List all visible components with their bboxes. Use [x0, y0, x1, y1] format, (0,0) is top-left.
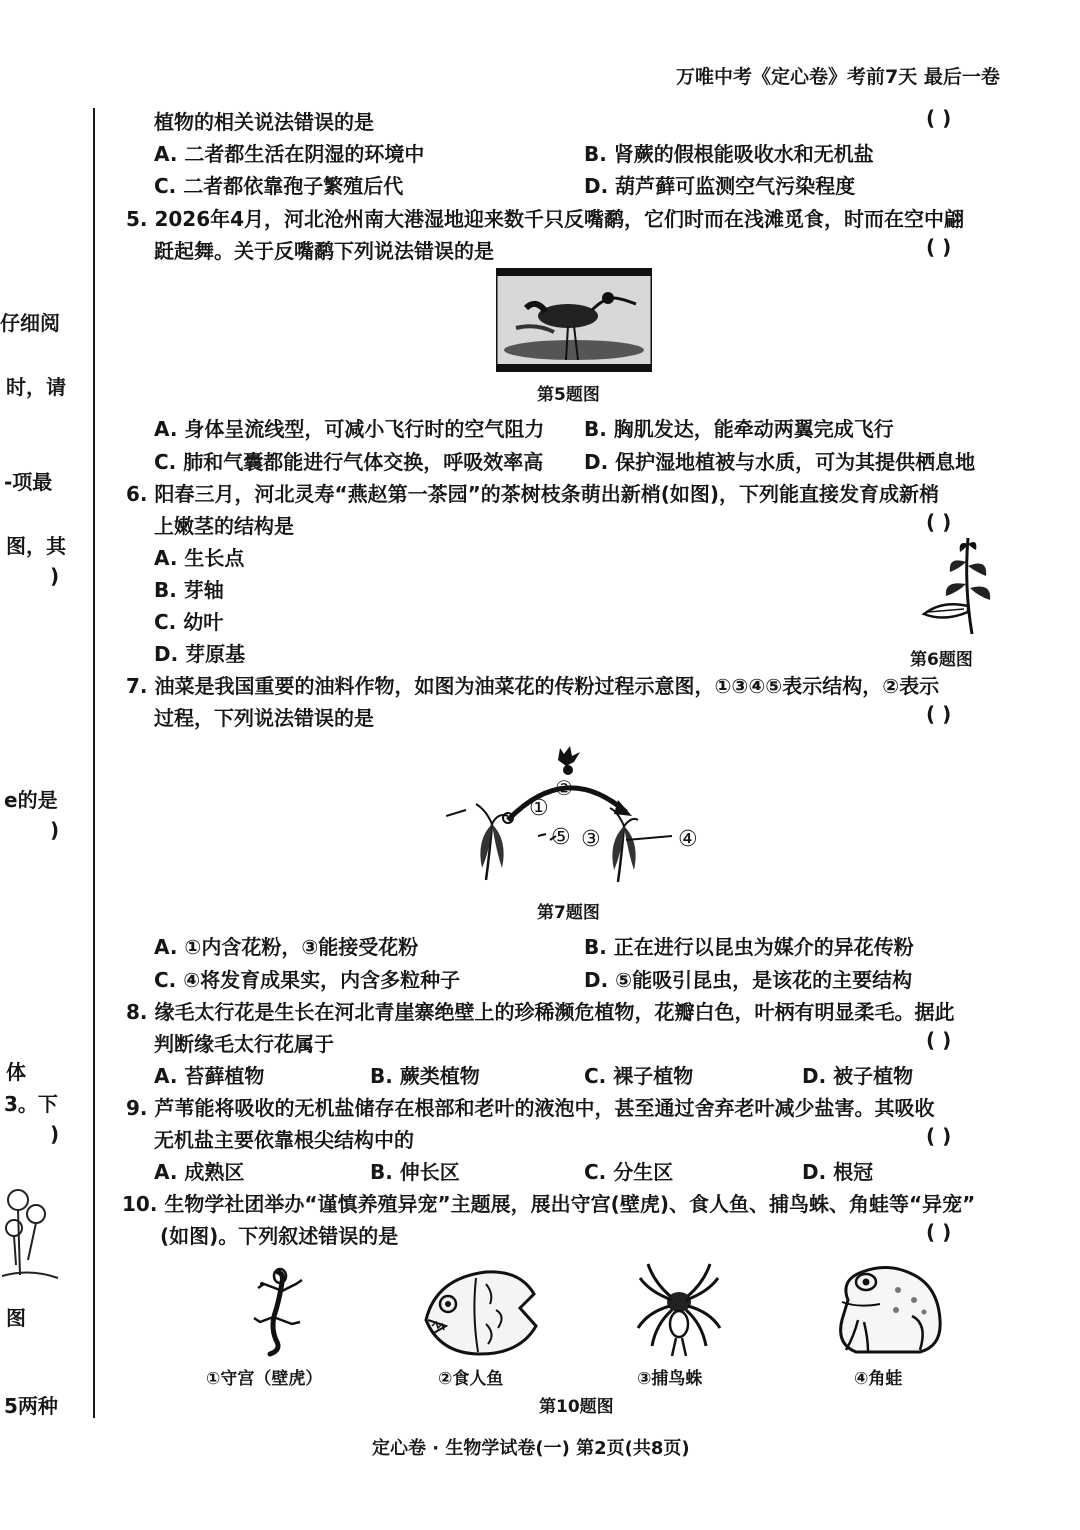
answer-paren: ( )	[926, 510, 952, 534]
question-10-stem: 10. 生物学社团举办“谨慎养殖异宠”主题展，展出守宫(壁虎)、食人鱼、捕鸟蛛、角蛙等“异宠”	[122, 1192, 976, 1216]
option-c: C. 幼叶	[154, 610, 224, 634]
option-c: C. 二者都依靠孢子繁殖后代	[154, 174, 404, 198]
animal-label-frog: ④角蛙	[854, 1369, 903, 1389]
option-a: A. ①内含花粉，③能接受花粉	[154, 935, 419, 959]
question-6-stem: 上嫩茎的结构是	[154, 514, 294, 538]
page-footer: 定心卷 · 生物学试卷(一) 第2页(共8页)	[372, 1438, 690, 1459]
margin-fragment: )	[50, 1122, 60, 1146]
figure-10-caption: 第10题图	[539, 1397, 614, 1417]
answer-paren: ( )	[926, 235, 952, 259]
question-7-stem: 过程，下列说法错误的是	[154, 706, 374, 730]
answer-paren: ( )	[926, 1220, 952, 1244]
question-8-stem: 8. 缘毛太行花是生长在河北青崖寨绝壁上的珍稀濒危植物，花瓣白色，叶柄有明显柔毛。据此	[126, 1000, 955, 1024]
margin-fragment: -项最	[4, 470, 53, 494]
margin-fragment: 5两种	[4, 1394, 58, 1418]
question-8-stem: 判断缘毛太行花属于	[154, 1032, 334, 1056]
answer-paren: ( )	[926, 106, 952, 130]
option-c: C. ④将发育成果实，内含多粒种子	[154, 968, 461, 992]
option-b: B. 芽轴	[154, 578, 224, 602]
option-a: A. 二者都生活在阴湿的环境中	[154, 142, 425, 166]
animal-label-piranha: ②食人鱼	[438, 1369, 504, 1389]
option-d: D. 葫芦藓可监测空气污染程度	[584, 174, 856, 198]
margin-fragment: e的是	[4, 788, 58, 812]
question-6-stem: 6. 阳春三月，河北灵寿“燕赵第一茶园”的茶树枝条萌出新梢(如图)，下列能直接发育成新梢	[126, 482, 940, 506]
diagram-label-1: ①	[529, 796, 549, 821]
option-d: D. 芽原基	[154, 642, 246, 666]
diagram-label-5: ⑤	[551, 825, 571, 850]
option-b: B. 蕨类植物	[370, 1064, 480, 1088]
figure-6-caption: 第6题图	[910, 650, 973, 670]
figure-7-caption: 第7题图	[537, 903, 600, 923]
animal-label-gecko: ①守宫（壁虎）	[206, 1369, 323, 1389]
option-c: C. 分生区	[584, 1160, 674, 1184]
option-a: A. 苔藓植物	[154, 1064, 265, 1088]
piranha-drawing	[416, 1264, 540, 1360]
margin-flower-sketch	[0, 1180, 62, 1290]
gecko-drawing	[240, 1266, 314, 1358]
margin-fragment: )	[50, 818, 60, 842]
question-4-stem: 植物的相关说法错误的是	[154, 110, 374, 134]
option-a: A. 生长点	[154, 546, 245, 570]
margin-fragment: 仔细阅	[0, 311, 60, 335]
figure-5-caption: 第5题图	[537, 385, 600, 405]
diagram-label-4: ④	[678, 827, 698, 852]
tea-shoot-drawing	[918, 536, 998, 638]
spider-drawing	[634, 1262, 724, 1360]
option-c: C. 裸子植物	[584, 1064, 694, 1088]
option-b: B. 伸长区	[370, 1160, 460, 1184]
question-9-stem: 无机盐主要依靠根尖结构中的	[154, 1128, 414, 1152]
question-10-stem: (如图)。下列叙述错误的是	[160, 1224, 399, 1248]
option-d: D. 根冠	[802, 1160, 874, 1184]
option-a: A. 成熟区	[154, 1160, 245, 1184]
margin-fragment: 时，请	[6, 375, 66, 399]
margin-fragment: )	[50, 564, 60, 588]
diagram-label-3: ③	[581, 827, 601, 852]
question-5-stem: 5. 2026年4月，河北沧州南大港湿地迎来数千只反嘴鹬，它们时而在浅滩觅食，时而在空中翩	[126, 207, 965, 231]
option-d: D. 被子植物	[802, 1064, 914, 1088]
question-7-stem: 7. 油菜是我国重要的油料作物，如图为油菜花的传粉过程示意图，①③④⑤表示结构，②表示	[126, 674, 940, 698]
option-a: A. 身体呈流线型，可减小飞行时的空气阻力	[154, 417, 545, 441]
answer-paren: ( )	[926, 1124, 952, 1148]
answer-paren: ( )	[926, 702, 952, 726]
option-b: B. 肾蕨的假根能吸收水和无机盐	[584, 142, 874, 166]
pollination-diagram	[446, 740, 716, 890]
answer-paren: ( )	[926, 1028, 952, 1052]
binding-line	[93, 108, 95, 1418]
margin-fragment: 3。下	[4, 1092, 58, 1116]
option-b: B. 胸肌发达，能牵动两翼完成飞行	[584, 417, 894, 441]
option-b: B. 正在进行以昆虫为媒介的异花传粉	[584, 935, 914, 959]
animal-label-spider: ③捕鸟蛛	[637, 1369, 703, 1389]
option-d: D. 保护湿地植被与水质，可为其提供栖息地	[584, 450, 976, 474]
question-5-stem: 跹起舞。关于反嘴鹬下列说法错误的是	[154, 239, 494, 263]
question-9-stem: 9. 芦苇能将吸收的无机盐储存在根部和老叶的液泡中，甚至通过舍弃老叶减少盐害。其吸收	[126, 1096, 935, 1120]
frog-drawing	[828, 1260, 952, 1358]
page-header-title: 万唯中考《定心卷》考前7天 最后一卷	[676, 66, 1000, 88]
diagram-label-2: ②	[555, 776, 573, 800]
option-d: D. ⑤能吸引昆虫，是该花的主要结构	[584, 968, 913, 992]
option-c: C. 肺和气囊都能进行气体交换，呼吸效率高	[154, 450, 544, 474]
margin-fragment: 图，其	[6, 534, 66, 558]
margin-fragment: 体	[6, 1060, 26, 1084]
margin-fragment: 图	[6, 1306, 26, 1330]
avocet-photo	[496, 268, 652, 372]
